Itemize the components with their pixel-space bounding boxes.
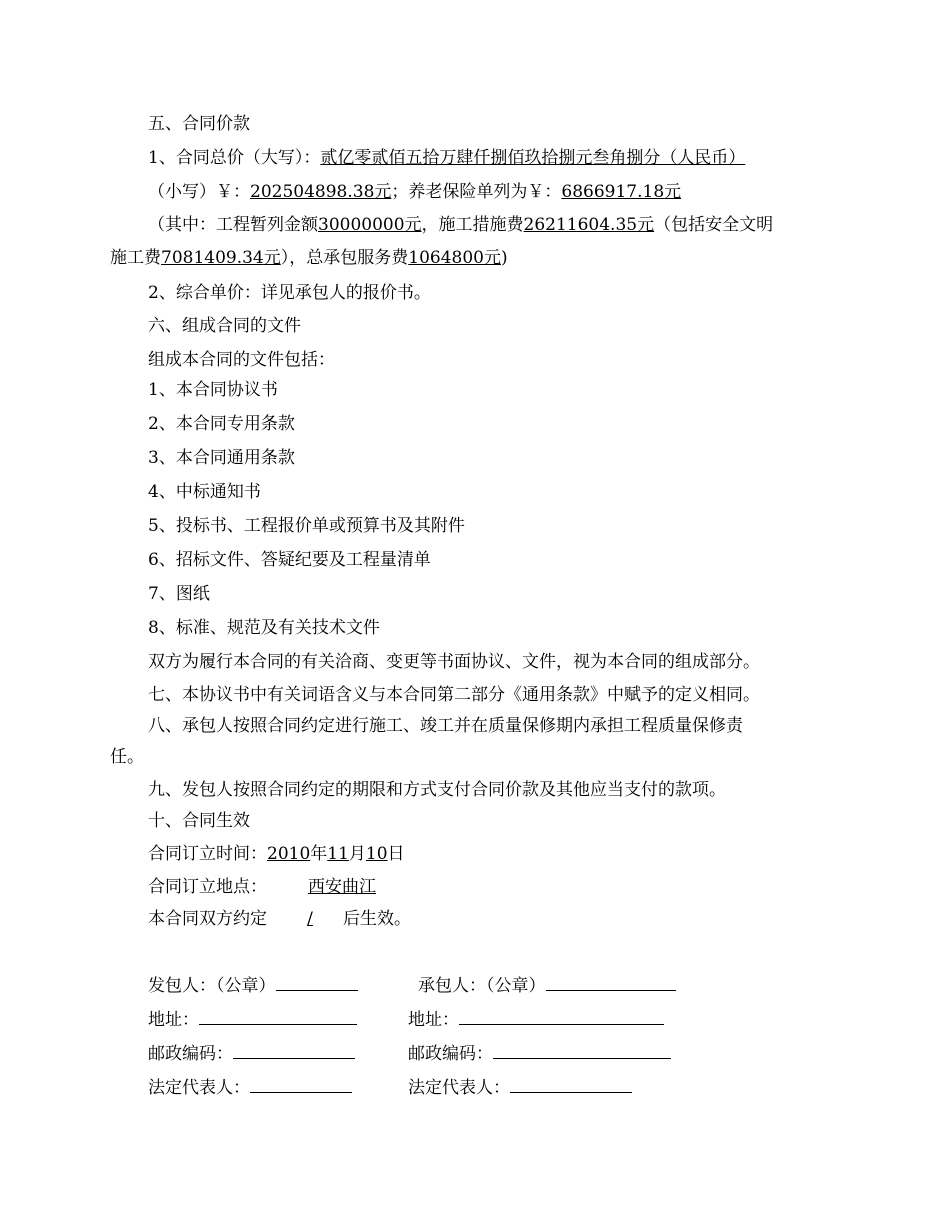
- contractor-seal-blank: [546, 974, 676, 991]
- measures-unit: 元: [637, 215, 655, 235]
- list-item: 1、本合同协议书: [148, 380, 278, 400]
- employer-seal-line: [148, 974, 358, 997]
- contractor-seal-line: [418, 974, 676, 997]
- contractor-address-label: 地址：: [408, 1010, 459, 1030]
- provisional-number: 30000000: [318, 215, 405, 235]
- total-price-lowercase-line: [148, 181, 681, 203]
- contractor-rep-line: [408, 1076, 632, 1099]
- safety-unit: 元: [263, 248, 281, 268]
- contractor-rep-label: 法定代表人：: [408, 1078, 510, 1098]
- employer-address-blank: [199, 1008, 357, 1025]
- signing-day: 10: [365, 844, 388, 864]
- lowercase-label: （小写）￥：: [148, 182, 250, 202]
- contractor-seal-label: 承包人：（公章）: [418, 976, 546, 996]
- measures-amount: [524, 215, 655, 235]
- section-10-title: 十、合同生效: [148, 811, 250, 831]
- contractor-rep-blank: [510, 1076, 632, 1093]
- employer-rep-line: [148, 1076, 352, 1099]
- signing-year: 2010: [267, 844, 311, 864]
- pension-number: 6866917.18: [561, 182, 665, 202]
- total-price-label: 1、合同总价（大写）：: [148, 148, 321, 168]
- month-unit: 月: [348, 844, 366, 864]
- section-8-line-2: 任。: [110, 747, 144, 767]
- closing-paren: ): [500, 248, 508, 268]
- section-9: 九、发包人按照合同约定的期限和方式支付合同价款及其他应当支付的款项。: [148, 780, 726, 800]
- total-price-lowercase: [250, 182, 391, 202]
- section-7: 七、本协议书中有关词语含义与本合同第二部分《通用条款》中赋予的定义相同。: [148, 685, 760, 705]
- employer-rep-blank: [250, 1076, 352, 1093]
- employer-address-line: [148, 1008, 357, 1031]
- effective-condition-value: /: [307, 909, 313, 929]
- signing-date-label: 合同订立时间：: [148, 844, 267, 864]
- pension-unit: 元: [664, 182, 682, 202]
- pension-label: ；养老保险单列为￥：: [391, 182, 562, 202]
- provisional-label: （其中：工程暂列金额: [148, 215, 318, 235]
- year-unit: 年: [310, 844, 328, 864]
- list-item: 7、图纸: [148, 584, 210, 604]
- section-5-title: 五、合同价款: [148, 114, 250, 134]
- section-8-line-1: 八、承包人按照合同约定进行施工、竣工并在质量保修期内承担工程质量保修责: [148, 716, 743, 736]
- list-item: 8、标准、规范及有关技术文件: [148, 618, 380, 638]
- signing-place-value: 西安曲江: [308, 877, 376, 897]
- contractor-postcode-line: [408, 1042, 671, 1065]
- day-unit: 日: [387, 844, 405, 864]
- total-price-uppercase: 贰亿零贰佰五拾万肆仟捌佰玖拾捌元叁角捌分（人民币）: [320, 148, 746, 168]
- signing-month: 11: [327, 844, 349, 864]
- effective-condition-suffix: 后生效。: [343, 909, 411, 929]
- signing-place-label: 合同订立地点：: [148, 877, 267, 897]
- documents-note: 双方为履行本合同的有关洽商、变更等书面协议、文件，视为本合同的组成部分。: [148, 652, 760, 672]
- total-price-uppercase-line: [148, 147, 745, 169]
- list-item: 4、中标通知书: [148, 482, 261, 502]
- pension-amount: [561, 182, 681, 202]
- employer-postcode-blank: [233, 1042, 355, 1059]
- provisional-amount: [318, 215, 422, 235]
- employer-postcode-line: [148, 1042, 355, 1065]
- employer-rep-label: 法定代表人：: [148, 1078, 250, 1098]
- safety-number: 7081409.34: [161, 248, 264, 268]
- employer-address-label: 地址：: [148, 1010, 199, 1030]
- section-6-title: 六、组成合同的文件: [148, 316, 301, 336]
- list-item: 6、招标文件、答疑纪要及工程量清单: [148, 550, 431, 570]
- list-item: 2、本合同专用条款: [148, 414, 295, 434]
- measures-label: ，施工措施费: [421, 215, 524, 235]
- signing-place-line: [148, 876, 403, 898]
- unit-price-item: 2、综合单价：详见承包人的报价书。: [148, 283, 431, 303]
- safety-amount: [161, 248, 281, 268]
- contractor-address-blank: [459, 1008, 664, 1025]
- gc-fee-label: ），总承包服务费: [280, 248, 409, 268]
- employer-seal-label: 发包人：（公章）: [148, 976, 276, 996]
- gc-fee-unit: 元: [483, 248, 501, 268]
- effective-condition-label: 本合同双方约定: [148, 909, 267, 929]
- gc-fee-amount: [408, 248, 501, 268]
- list-item: 3、本合同通用条款: [148, 448, 295, 468]
- measures-number: 26211604.35: [523, 215, 638, 235]
- total-price-unit: 元: [374, 182, 392, 202]
- contractor-postcode-blank: [493, 1042, 671, 1059]
- documents-intro: 组成本合同的文件包括：: [148, 350, 335, 370]
- contractor-postcode-label: 邮政编码：: [408, 1044, 493, 1064]
- employer-seal-blank: [276, 974, 358, 991]
- effective-condition-line: [148, 908, 411, 930]
- total-price-number: 202504898.38: [250, 182, 375, 202]
- contractor-address-line: [408, 1008, 664, 1031]
- safety-label-end: 施工费: [110, 248, 161, 268]
- safety-label-start: （包括安全文明: [654, 215, 774, 235]
- list-item: 5、投标书、工程报价单或预算书及其附件: [148, 516, 465, 536]
- price-breakdown-line-2: [110, 247, 508, 269]
- signing-date-line: [148, 843, 405, 865]
- employer-postcode-label: 邮政编码：: [148, 1044, 233, 1064]
- price-breakdown-line-1: [148, 214, 773, 236]
- gc-fee-number: 1064800: [408, 248, 484, 268]
- provisional-unit: 元: [404, 215, 422, 235]
